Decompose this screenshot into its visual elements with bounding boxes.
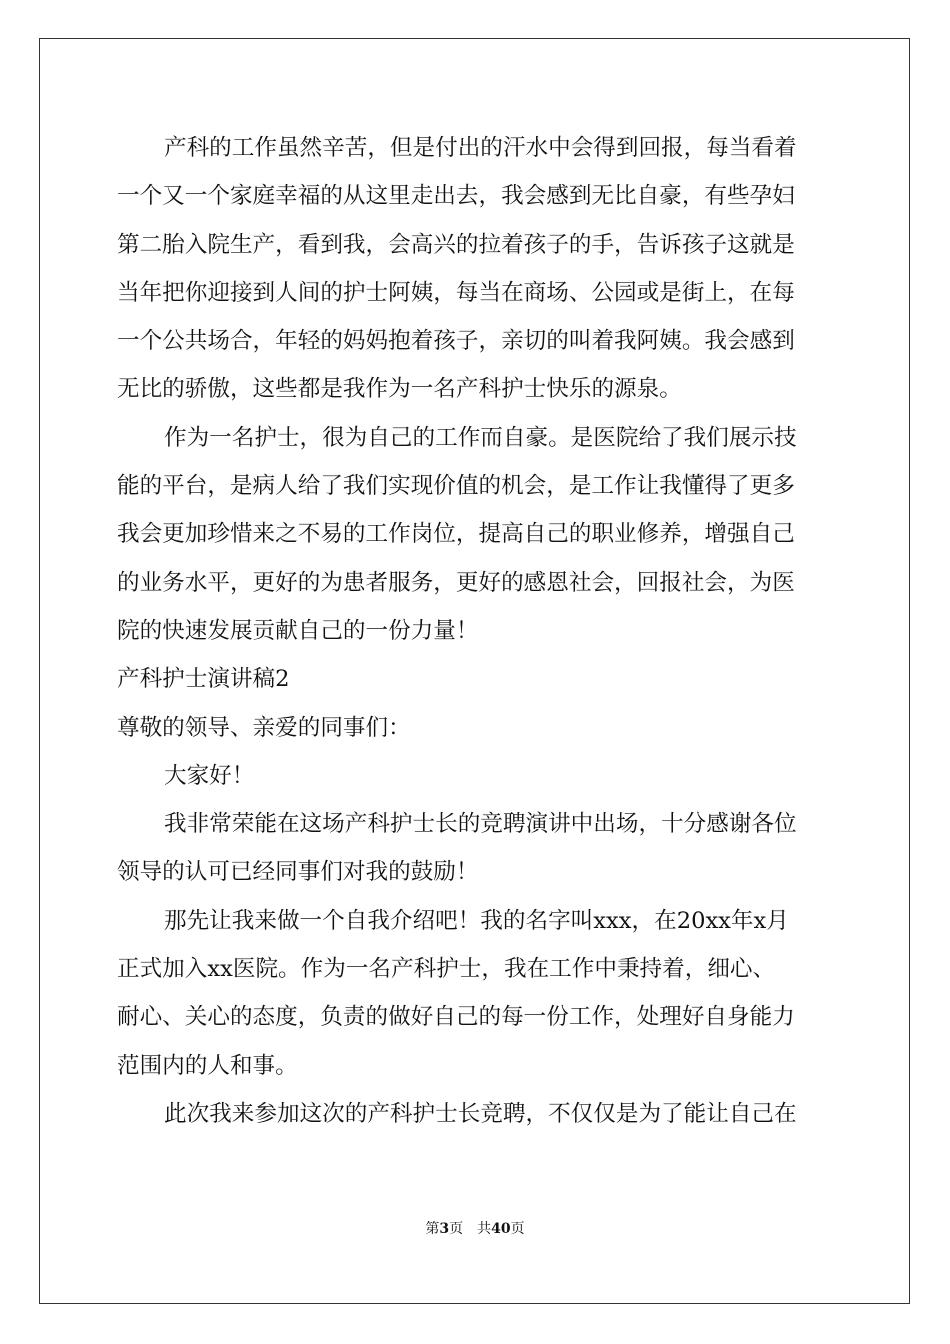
- text-line: 一个公共场合，年轻的妈妈抱着孩子，亲切的叫着我阿姨。我会感到: [117, 328, 795, 355]
- page-number: 3: [439, 1221, 450, 1237]
- text-line: 的业务水平，更好的为患者服务，更好的感恩社会，回报社会，为医: [117, 569, 795, 596]
- text-line: 第二胎入院生产，看到我，会高兴的拉着孩子的手，告诉孩子这就是: [117, 231, 795, 258]
- text-line: 我会更加珍惜来之不易的工作岗位，提高自己的职业修养，增强自己: [117, 521, 795, 548]
- text-line: 一个又一个家庭幸福的从这里走出去，我会感到无比自豪，有些孕妇: [117, 183, 795, 210]
- total-prefix: 共: [477, 1221, 492, 1237]
- greeting: 大家好！: [164, 762, 255, 789]
- document-body: [117, 124, 833, 1138]
- text-line: 能的平台，是病人给了我们实现价值的机会，是工作让我懂得了更多: [117, 473, 795, 500]
- total-pages: 40: [491, 1221, 511, 1237]
- total-suffix: 页: [510, 1221, 525, 1237]
- text-line: 此次我来参加这次的产科护士长竞聘，不仅仅是为了能让自己在: [164, 1100, 797, 1127]
- text-line: 领导的认可已经同事们对我的鼓励！: [117, 859, 479, 886]
- text-line: 院的快速发展贡献自己的一份力量！: [117, 617, 479, 644]
- text-line: 我非常荣能在这场产科护士长的竞聘演讲中出场，十分感谢各位: [164, 811, 797, 838]
- text-line: 正式加入xx医院。作为一名产科护士，我在工作中秉持着，细心、: [117, 956, 776, 983]
- text-line: 当年把你迎接到人间的护士阿姨，每当在商场、公园或是街上，在每: [117, 279, 795, 306]
- text-line: 范围内的人和事。: [117, 1052, 298, 1079]
- text-line: 那先让我来做一个自我介绍吧！我的名字叫xxx，在20xx年x月: [164, 907, 789, 934]
- salutation: 尊敬的领导、亲爱的同事们：: [117, 714, 411, 741]
- text-line: 产科的工作虽然辛苦，但是付出的汗水中会得到回报，每当看着: [164, 135, 797, 161]
- text-line: 无比的骄傲，这些都是我作为一名产科护士快乐的源泉。: [117, 376, 682, 403]
- section-title: 产科护士演讲稿2: [117, 666, 290, 693]
- page-footer: [0, 1220, 950, 1238]
- page-suffix: 页: [449, 1221, 464, 1237]
- page-prefix: 第: [425, 1221, 440, 1237]
- text-line: 耐心、关心的态度，负责的做好自己的每一份工作，处理好自身能力: [117, 1004, 795, 1031]
- text-line: 作为一名护士，很为自己的工作而自豪。是医院给了我们展示技: [164, 424, 797, 451]
